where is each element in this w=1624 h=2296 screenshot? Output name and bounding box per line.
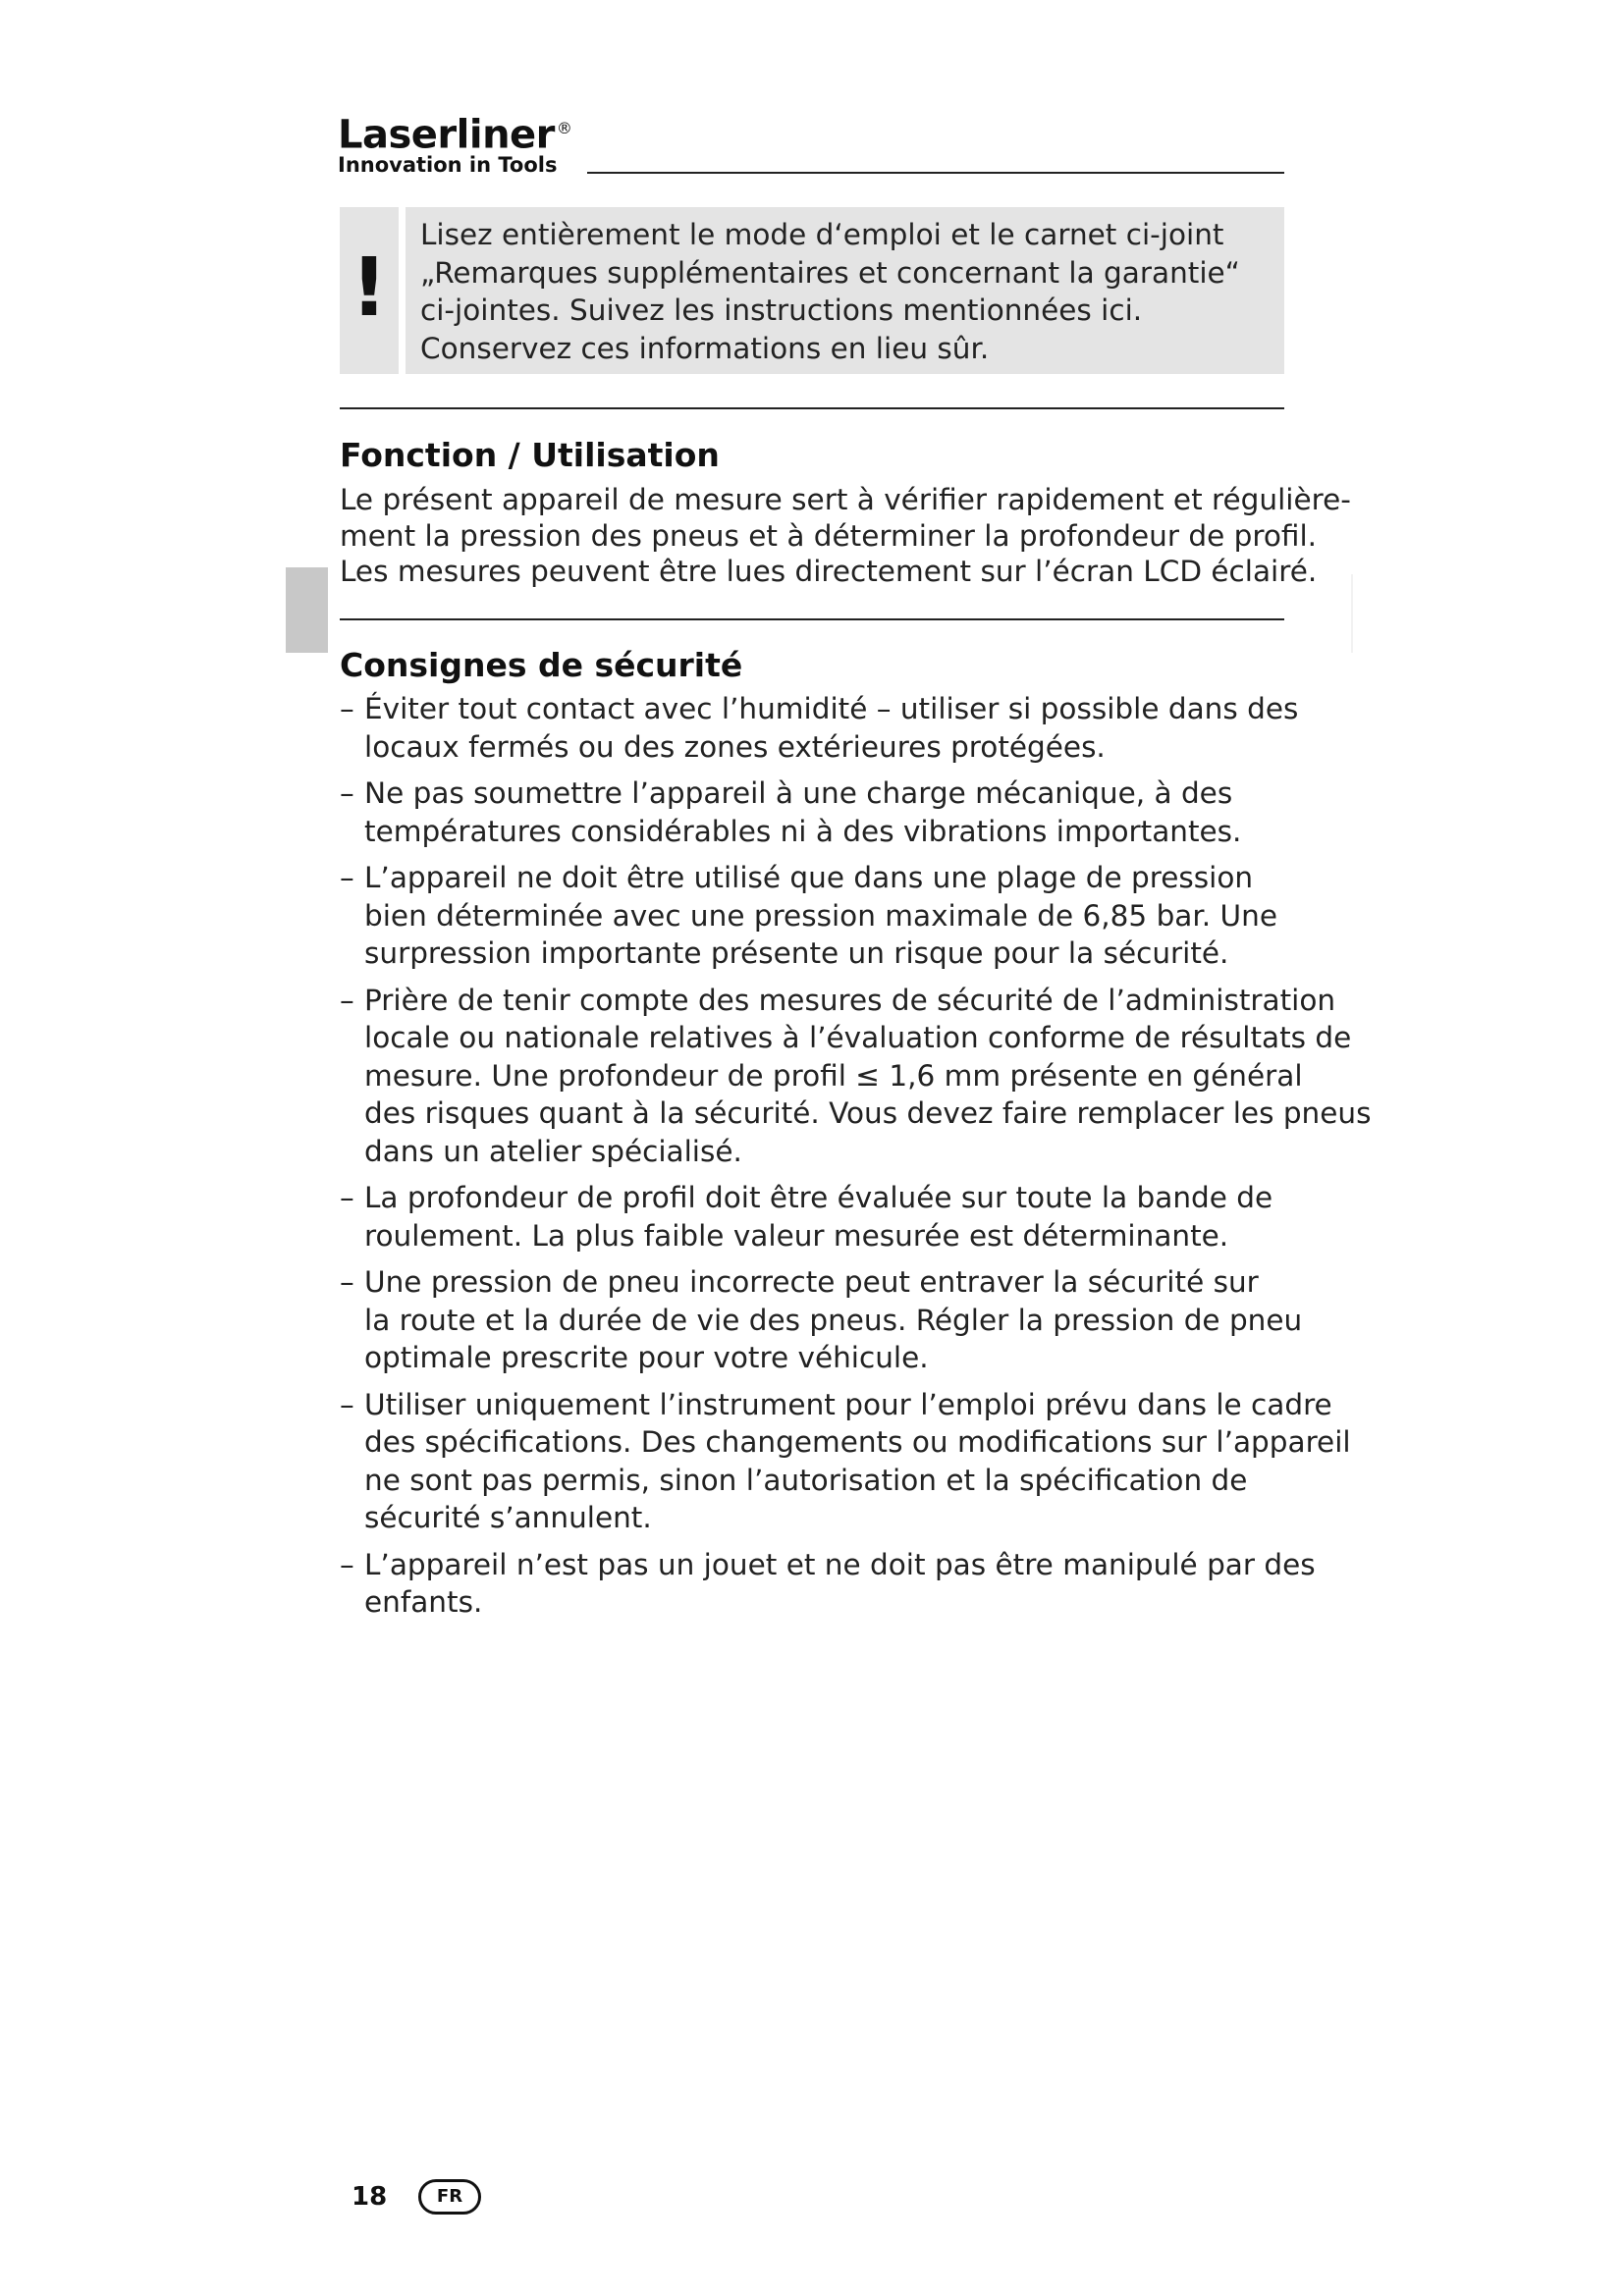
brand-logo — [338, 106, 571, 177]
list-item — [340, 982, 1372, 1171]
list-item — [340, 774, 1302, 850]
dash-bullet: – — [340, 1387, 354, 1421]
list-item — [340, 859, 1302, 973]
dash-bullet: – — [340, 983, 354, 1017]
list-item — [340, 1386, 1351, 1537]
section-tab-marker — [286, 567, 328, 653]
list-item-text: Utiliser uniquement l’instrument pour l’emploi prévu dans le cadre des spécifications. Des changements ou modifications sur l’appareil ne sont pas permis, sinon l’autorisation et la spécification de sécurité s’annulent. — [364, 1387, 1351, 1534]
page-number: 18 — [352, 2182, 388, 2212]
notice-icon-box — [340, 207, 399, 374]
safety-list — [340, 690, 1372, 1630]
list-item-text: L’appareil n’est pas un jouet et ne doit pas être manipulé par des enfants. — [364, 1547, 1316, 1619]
list-item-text: Éviter tout contact avec l’humidité – utiliser si possible dans des locaux fermés ou des zones extérieures protégées. — [364, 692, 1299, 764]
list-item-text: Ne pas soumettre l’appareil à une charge mécanique, à des températures considérables ni à des vibrations importantes. — [364, 776, 1242, 848]
function-heading: Fonction / Utilisation — [340, 436, 720, 474]
exclamation-icon: ! — [351, 241, 388, 335]
safety-heading: Consignes de sécurité — [340, 646, 743, 684]
section-divider — [340, 407, 1284, 409]
function-paragraph: Le présent appareil de mesure sert à vérifier rapidement et régulière- ment la pression des pneus et à déterminer la profondeur de profil. Les mesures peuvent être lues directement sur l’écran LCD éclairé. — [340, 483, 1351, 588]
dash-bullet: – — [340, 1181, 354, 1214]
margin-mark — [1351, 574, 1353, 653]
notice-box — [406, 207, 1284, 374]
list-item-text: La profondeur de profil doit être évaluée sur toute la bande de roulement. La plus faible valeur mesurée est déterminante. — [364, 1181, 1273, 1253]
header-rule — [587, 172, 1284, 174]
dash-bullet: – — [340, 692, 354, 725]
registered-mark: ® — [556, 119, 572, 137]
dash-bullet: – — [340, 776, 354, 810]
list-item — [340, 1546, 1316, 1622]
list-item-text: Une pression de pneu incorrecte peut entraver la sécurité sur la route et la durée de vie des pneus. Régler la pression de pneu optimale prescrite pour votre véhicule. — [364, 1265, 1303, 1374]
list-item — [340, 690, 1302, 766]
brand-tagline: Innovation in Tools — [338, 153, 558, 178]
notice-text: Lisez entièrement le mode d‘emploi et le carnet ci-joint „Remarques supplémentaires et concernant la garantie“ ci-jointes. Suivez les instructions mentionnées ici. Conservez ces informations en lieu sûr. — [420, 218, 1240, 365]
list-item — [340, 1179, 1302, 1255]
dash-bullet: – — [340, 1265, 354, 1299]
list-item — [340, 1263, 1302, 1377]
dash-bullet: – — [340, 861, 354, 894]
section-divider — [340, 618, 1284, 620]
language-badge: FR — [418, 2179, 481, 2215]
list-item-text: L’appareil ne doit être utilisé que dans une plage de pression bien déterminée avec une pression maximale de 6,85 bar. Une surpression importante présente un risque pour la sécurité. — [364, 861, 1277, 970]
brand-name — [338, 106, 571, 157]
brand-name-text: Laserliner — [338, 112, 555, 158]
list-item-text: Prière de tenir compte des mesures de sécurité de l’administration locale ou nationale relatives à l’évaluation conforme de résultats de mesure. Une profondeur de profil ≤ 1,6 mm présente en général des risques quant à la sécurité. Vous devez faire remplacer les pneus dans un atelier spécialisé. — [364, 983, 1372, 1168]
dash-bullet: – — [340, 1547, 354, 1581]
